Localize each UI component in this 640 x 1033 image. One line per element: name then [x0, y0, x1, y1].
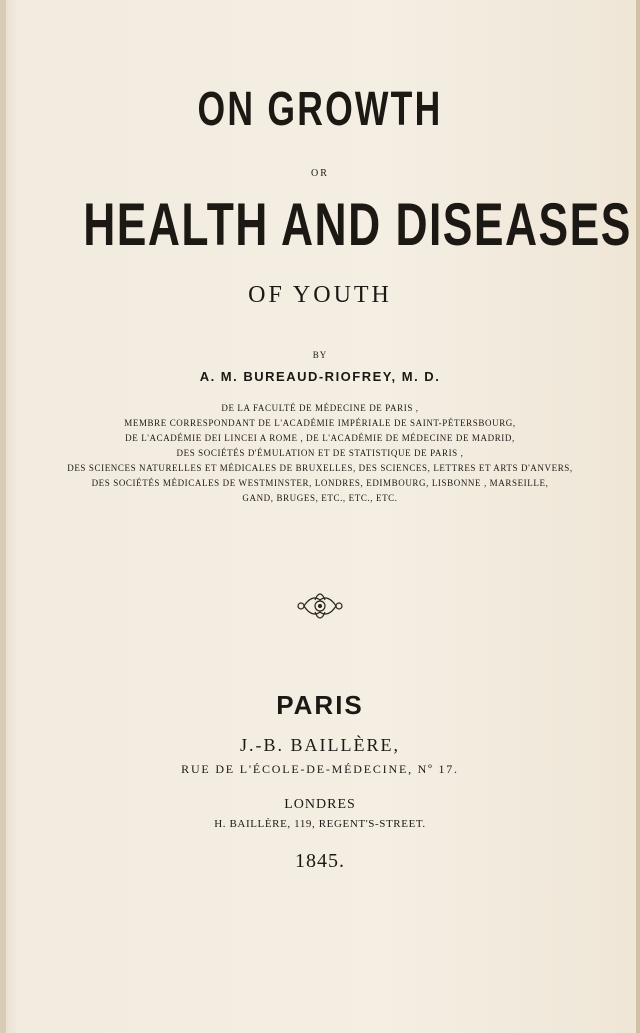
- title-or: OR: [311, 168, 329, 179]
- page-edge-left: [0, 0, 6, 1033]
- affiliation-line: DE L'ACADÉMIE DEI LINCEI A ROME , DE L'ACADÉMIE DE MÉDECINE DE MADRID,: [125, 433, 515, 443]
- title-line-3: OF YOUTH: [248, 282, 392, 308]
- page-edge-right: [636, 0, 640, 1033]
- imprint-publisher: J.-B. BAILLÈRE,: [240, 735, 400, 755]
- imprint-city-2: LONDRES: [284, 797, 356, 812]
- printer-ornament-icon: [293, 588, 347, 624]
- imprint-year: 1845.: [295, 850, 345, 872]
- affiliation-line: DES SCIENCES NATURELLES ET MÉDICALES DE BRUXELLES, DES SCIENCES, LETTRES ET ARTS D'ANVERS,: [67, 463, 573, 473]
- byline-by: BY: [312, 350, 328, 360]
- title-line-1: ON GROWTH: [197, 83, 443, 136]
- imprint-address-2: H. BAILLÈRE, 119, REGENT'S-STREET.: [214, 818, 426, 830]
- imprint-city: PARIS: [276, 690, 364, 720]
- affiliation-line: GAND, BRUGES, ETC., ETC., ETC.: [242, 493, 398, 503]
- affiliation-line: MEMBRE CORRESPONDANT DE L'ACADÉMIE IMPÉRIALE DE SAINT-PÉTERSBOURG,: [124, 418, 516, 428]
- affiliation-line: DES SOCIÉTÉS D'ÉMULATION ET DE STATISTIQUE DE PARIS ,: [176, 448, 464, 458]
- author-name: A. M. BUREAUD-RIOFREY, M. D.: [199, 369, 441, 384]
- affiliation-line: DES SOCIÉTÉS MÉDICALES DE WESTMINSTER, LONDRES, EDIMBOURG, LISBONNE , MARSEILLE,: [91, 478, 549, 488]
- imprint-address: RUE DE L'ÉCOLE-DE-MÉDECINE, Nº 17.: [181, 762, 459, 776]
- affiliation-line: DE LA FACULTÉ DE MÉDECINE DE PARIS ,: [221, 403, 419, 413]
- title-line-2: HEALTH AND DISEASES: [83, 191, 632, 258]
